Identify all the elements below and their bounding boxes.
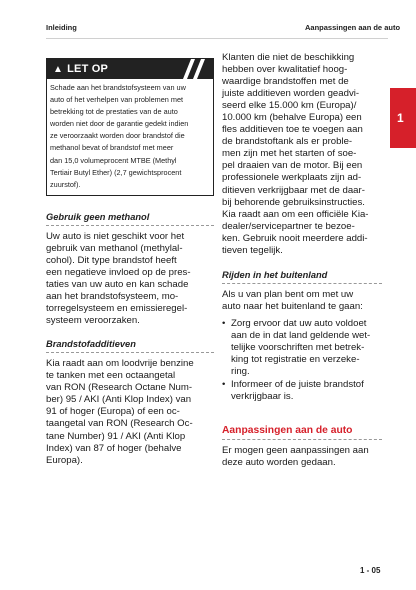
text-line: telijke voorschriften met betrek-	[231, 341, 365, 353]
text-line: 10.000 km (behalve Europa) een	[222, 112, 362, 124]
additives-paragraph	[46, 358, 214, 466]
text-line: seerd elke 15.000 km (Europa)/	[222, 100, 357, 112]
text-line: professionele werkplaats zijn ad-	[222, 172, 362, 184]
text-line: tane Number) 91 / AKI (Anti Klop	[46, 430, 186, 442]
abroad-heading-wrap	[222, 270, 382, 284]
text-line: auto naar het buitenland te gaan:	[222, 300, 363, 312]
methanol-paragraph	[46, 231, 214, 327]
text-line: ken. Gebruik nooit meerdere addi-	[222, 232, 368, 244]
text-line: pel draaien van de motor. Bij een	[222, 160, 363, 172]
text-line: een negatieve invloed op de pres-	[46, 266, 191, 278]
page-number: 1 - 05	[360, 566, 381, 575]
text-line: aan de in dat land geldende wet-	[231, 329, 371, 341]
warning-line: zuurstof).	[50, 179, 81, 189]
abroad-bullet-list	[222, 318, 382, 403]
text-line: bij behorende gebruiksinstructies.	[222, 196, 365, 208]
text-line: 91 of hoger (Europa) of een oc-	[46, 406, 180, 418]
text-line: Als u van plan bent om met uw	[222, 288, 354, 300]
text-line: Er mogen geen aanpassingen aan	[222, 445, 369, 457]
text-line: cohol). Dit type brandstof heeft	[46, 254, 177, 266]
hazard-stripes-icon	[183, 59, 209, 79]
abroad-heading: Rijden in het buitenland	[222, 269, 328, 280]
text-line: van RON (Research Octane Num-	[46, 382, 193, 394]
text-line: verkrijgbaar is.	[231, 391, 294, 403]
bullet-item	[222, 318, 382, 378]
warning-box	[46, 58, 214, 196]
text-line: de brandstoftank als er proble-	[222, 136, 353, 148]
text-line: juiste additieven worden geadvi-	[222, 88, 360, 100]
warning-body	[47, 79, 213, 195]
additives-heading-wrap	[46, 339, 214, 353]
methanol-heading-wrap	[46, 212, 214, 226]
text-line: aan het brandstofsysteem, mo-	[46, 291, 179, 303]
warning-line: auto of het verhelpen van problemen met	[50, 95, 184, 105]
text-line: Kia raadt aan om een officiële Kia-	[222, 208, 369, 220]
chapter-tab: 1	[390, 88, 416, 148]
additives-heading: Brandstofadditieven	[46, 339, 136, 350]
abroad-intro	[222, 289, 382, 313]
text-line: ber) 95 / AKI (Anti Klop Index) van	[46, 394, 192, 406]
warning-line: methanol bevat of brandstof met meer	[50, 143, 174, 153]
text-line: hebben over kwalitatief hoog-	[222, 64, 348, 76]
left-column	[46, 58, 214, 467]
text-line: tieven tegelijk.	[222, 244, 283, 256]
text-line: Kia raadt aan om loodvrije benzine	[46, 358, 194, 370]
modifications-paragraph	[222, 445, 382, 469]
warning-header	[47, 59, 213, 79]
text-line: deze auto worden gedaan.	[222, 457, 336, 469]
text-line: Uw auto is niet geschikt voor het	[46, 230, 185, 242]
text-line: taangetal van RON (Research Oc-	[46, 418, 193, 430]
methanol-heading: Gebruik geen methanol	[46, 211, 150, 222]
bullet-item	[222, 379, 382, 403]
warning-triangle-icon: ▲	[53, 63, 64, 75]
warning-title: LET OP	[67, 63, 109, 75]
warning-line: Tertiair Butyl Ether) (2,7 gewichtsprocent	[50, 167, 182, 177]
text-line: • Zorg ervoor dat uw auto voldoet	[231, 317, 367, 329]
text-line: waardige brandstoffen met de	[222, 76, 349, 88]
text-line: Index) van 87 of hoger (behalve	[46, 442, 182, 454]
text-line: king tot registratie en verzeke-	[231, 354, 360, 366]
right-column	[222, 52, 382, 469]
text-line: torregelsysteem en emissieregel-	[46, 303, 188, 315]
text-line: te tanken met een octaangetal	[46, 370, 176, 382]
text-line: gebruik van methanol (methylal-	[46, 242, 183, 254]
text-line: fles additieven toe te voegen aan	[222, 124, 363, 136]
warning-line: Schade aan het brandstofsysteem van uw	[50, 83, 186, 92]
text-line: Europa).	[46, 454, 83, 466]
text-line: • Informeer of de juiste brandstof	[231, 379, 364, 391]
text-line: taties van uw auto en kan schade	[46, 279, 189, 291]
warning-line: betrekking tot de prestaties van de auto	[50, 107, 178, 117]
text-line: ditieven verkrijgbaar met de daar-	[222, 184, 365, 196]
text-line: ring.	[231, 366, 250, 378]
text-line: systeem veroorzaken.	[46, 315, 140, 327]
text-line: Klanten die niet de beschikking	[222, 52, 355, 63]
text-line: dealer/servicepartner te bezoe-	[222, 220, 355, 232]
header-divider	[46, 38, 388, 39]
text-line: men zijn met het starten of soe-	[222, 148, 357, 160]
header-section-right: Aanpassingen aan de auto	[305, 23, 401, 32]
additives-advice-paragraph	[222, 52, 382, 257]
warning-line: dan 15,0 volumeprocent MTBE (Methyl	[50, 155, 177, 165]
warning-line: worden niet door de garantie gedekt indien	[50, 119, 189, 129]
warning-line: ze veroorzaakt worden door brandstof die	[50, 131, 185, 141]
modifications-heading: Aanpassingen aan de auto	[222, 425, 382, 440]
header-section-left: Inleiding	[46, 23, 77, 32]
